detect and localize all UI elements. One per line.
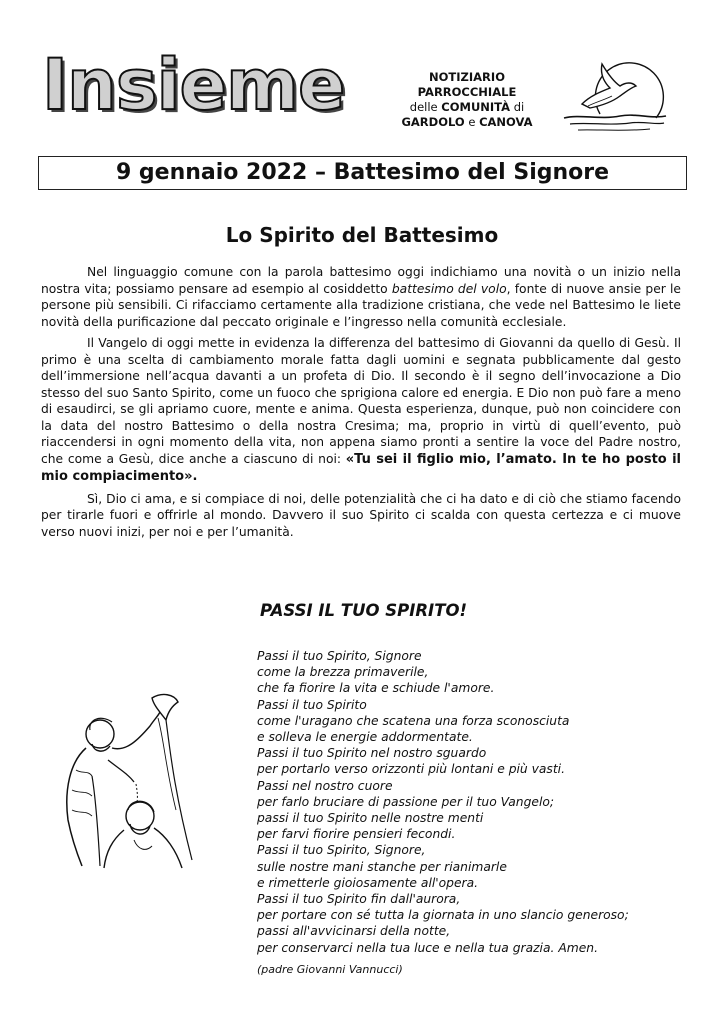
poem-attribution: (padre Giovanni Vannucci) (257, 962, 403, 976)
info-line-4: GARDOLO e CANOVA (401, 115, 533, 129)
poem-line: Passi il tuo Spirito (257, 697, 367, 712)
poem-line: Passi il tuo Spirito fin dall'aurora, (257, 892, 461, 907)
info-line-3: delle COMUNITÀ di (409, 100, 525, 114)
poem-line: Passi il tuo Spirito, Signore (257, 649, 422, 663)
article-paragraph: Il Vangelo di oggi mette in evidenza la differenza del battesimo di Giovanni da quello di Gesù. Il primo è una scelta di cambiamento morale fatta dagli uomini e segnata pubblicamente dal gesto dell’immersione nell’acqua davanti a un profeta di Dio. Il secondo è il segno dell’invocazione a Dio stesso del suo Santo Spirito, come un fuoco che sprigiona calore ed energia. E Dio non può fare a meno di esaudirci, se gli apriamo cuore, mente e anima. Questa esperienza, dunque, può non coincidere con la data del nostro Battesimo o della nostra Cresima; ma, proprio in virtù di quell’evento, può riaccendersi in ogni momento della vita, non appena siamo pronti a sentire la voce del Padre nostro, che come a Gesù, dice anche a ciascuno di noi: «Tu sei il figlio mio, l’amato. In te ho posto il mio compiacimento». (41, 336, 681, 484)
info-line-2: PARROCCHIALE (417, 85, 517, 99)
poem-title: PASSI IL TUO SPIRITO! (260, 601, 467, 620)
poem-line: Passi il tuo Spirito, Signore, (257, 843, 426, 858)
poem-line: passi il tuo Spirito nelle nostre menti (257, 811, 484, 826)
newsletter-logo: Insieme (42, 44, 345, 126)
poem-line: per portarlo verso orizzonti più lontani e più vasti. (257, 762, 565, 777)
poem-line: Passi il tuo Spirito nel nostro sguardo (257, 746, 487, 761)
dove-sun-emblem-icon (560, 52, 668, 134)
date-heading: 9 gennaio 2022 – Battesimo del Signore (38, 156, 687, 190)
newsletter-info (392, 70, 542, 130)
poem-line: come l'uragano che scatena una forza sconosciuta (257, 713, 570, 728)
poem-line: che fa fiorire la vita e schiude l'amore. (257, 681, 495, 696)
poem-line: come la brezza primaverile, (257, 665, 429, 680)
article-paragraph: Sì, Dio ci ama, e si compiace di noi, delle potenzialità che ci ha dato e di ciò che stiamo facendo per tirarle fuori e offrirle al mondo. Davvero il suo Spirito ci scalda con questa certezza e ci muove verso nuovi inizi, per noi e per l’umanità. (41, 491, 681, 539)
poem-body (257, 648, 707, 978)
poem-line: sulle nostre mani stanche per rianimarle (257, 859, 507, 874)
poem-line: per portare con sé tutta la giornata in uno slancio generoso; (257, 908, 629, 923)
poem-line: e rimetterle gioiosamente all'opera. (257, 875, 479, 890)
info-line-1: NOTIZIARIO (429, 70, 505, 84)
poem-line: passi all'avvicinarsi della notte, (257, 924, 451, 939)
baptism-illustration-icon (42, 690, 202, 870)
article-title: Lo Spirito del Battesimo (225, 223, 499, 247)
poem-line: e solleva le energie addormentate. (257, 730, 473, 745)
article-paragraph: Nel linguaggio comune con la parola battesimo oggi indichiamo una novità o un inizio nella nostra vita; possiamo pensare ad esempio al cosiddetto battesimo del volo, fonte di nuove ansie per le persone più sensibili. Ci rifacciamo certamente alla tradizione cristiana, che vede nel Battesimo le liete novità della purificazione dal peccato originale e l’ingresso nella comunità ecclesiale. (41, 265, 681, 329)
poem-line: per conservarci nella tua luce e nella tua grazia. Amen. (257, 940, 598, 955)
poem-line: Passi nel nostro cuore (257, 778, 393, 793)
poem-line: per farvi fiorire pensieri fecondi. (257, 827, 456, 842)
article-body (41, 264, 681, 545)
masthead (0, 0, 724, 150)
poem-line: per farlo bruciare di passione per il tuo Vangelo; (257, 794, 555, 809)
